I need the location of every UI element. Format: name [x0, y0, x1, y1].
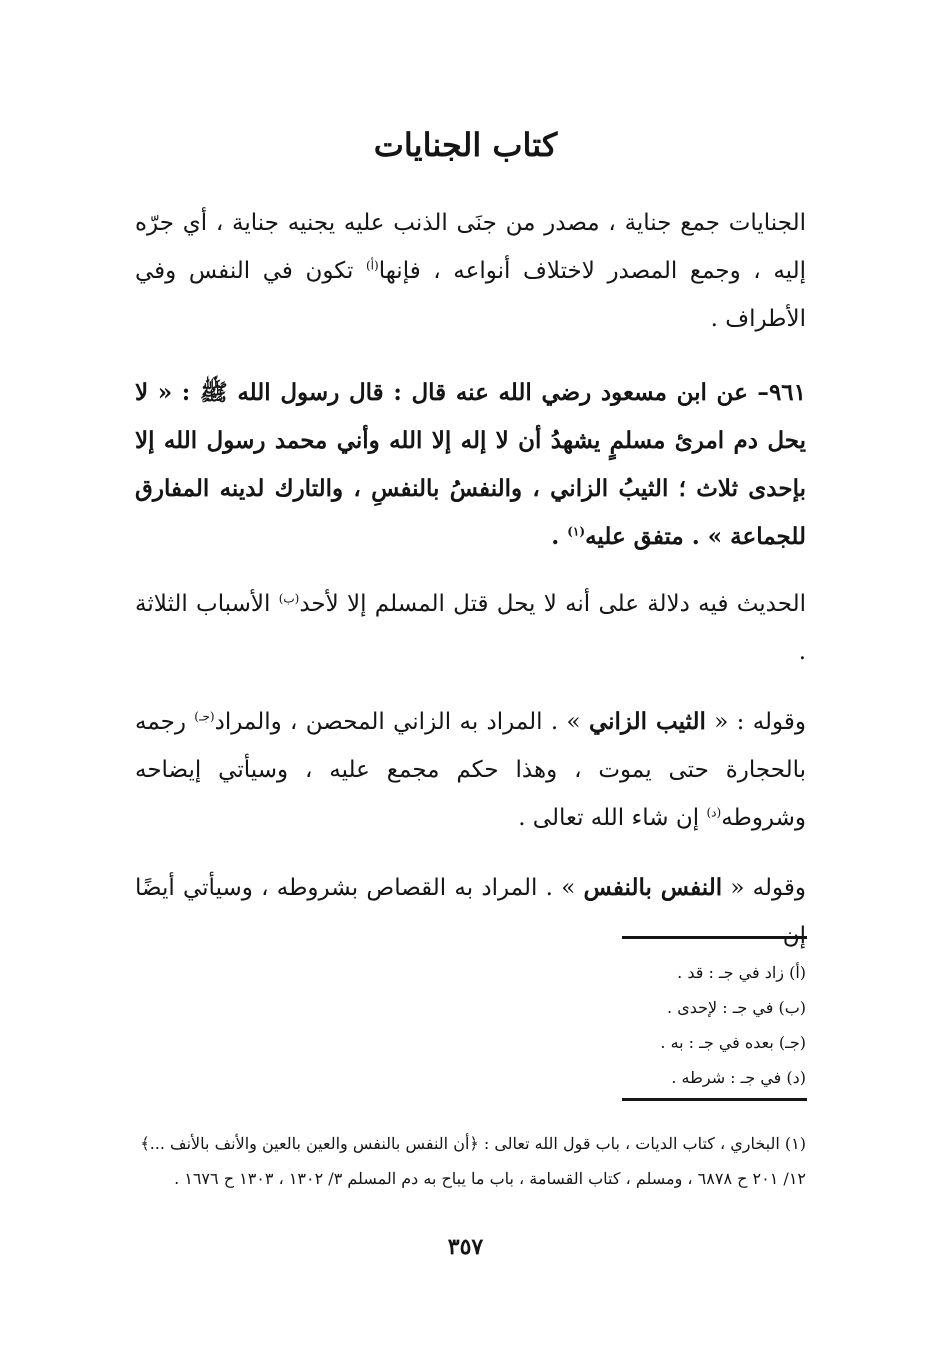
note-mark-d: (د) — [706, 805, 722, 820]
note-mark-a: (أ) — [365, 258, 379, 273]
hadith-text: ٩٦١– عن ابن مسعود رضي الله عنه قال : قال رسول الله ﷺ : « لا يحل دم امرئ مسلمٍ يشهدُ أن لا إله إلا الله وأني محمد رسول الله إلا بإحدى ثلاث ؛ الثيبُ الزاني ، والنفسُ بالنفسِ ، والتارك لدينه المفارق للجماعة » . متفق عليه — [135, 379, 806, 550]
para4-quoted: النفس بالنفس — [583, 874, 723, 901]
variant-notes-top-rule — [622, 936, 807, 939]
note-mark-b: (ب) — [278, 591, 300, 606]
explanation-paragraph — [135, 580, 806, 676]
para3-text-2: رجمه بالحجارة حتى يموت ، وهذا حكم مجمع عليه ، وسيأتي إيضاحه وشروطه — [135, 709, 806, 831]
intro-text-2: تكون في النفس وفي الأطراف . — [135, 258, 806, 332]
para3-text-1: » . المراد به الزاني المحصن ، والمراد — [214, 709, 589, 735]
para2-text-2: الأسباب الثلاثة . — [135, 591, 806, 665]
hadith-end: . — [551, 523, 568, 550]
variant-note: (أ) زاد في جـ : قد . — [677, 963, 806, 982]
para4-lead: وقوله « — [722, 875, 806, 901]
variant-note: (جـ) بعده في جـ : به . — [660, 1033, 806, 1052]
para2-text-1: الحديث فيه دلالة على أنه لا يحل قتل المسلم إلا لأحد — [299, 591, 806, 617]
footnote-mark-1: (١) — [567, 524, 586, 539]
para3-lead: وقوله : « — [705, 709, 807, 735]
intro-paragraph — [135, 199, 806, 343]
hadith-paragraph — [135, 369, 806, 561]
footnote-1: (١) البخاري ، كتاب الديات ، باب قول الله تعالى : ﴿أن النفس بالنفس والعين بالعين والأنف بالأنف ...﴾ ١٢/ ٢٠١ ح ٦٨٧٨ ، ومسلم ، كتاب القسامة ، باب ما يباح به دم المسلم ٣/ ١٣٠٢ ، ١٣٠٣ ح ١٦٧٦ . — [140, 1134, 806, 1188]
para4-text: » . المراد به القصاص بشروطه ، وسيأتي أيضًا — [135, 875, 576, 901]
para3-quoted: الثيب الزاني — [588, 708, 706, 735]
variant-note: (د) في جـ : شرطه . — [671, 1068, 806, 1087]
intro-text-1: الجنايات جمع جناية ، مصدر من جنَى الذنب عليه يجنيه جناية ، أي جرّه إليه ، وجمع المصدر لاختلاف أنواعه ، فإنها — [135, 210, 806, 284]
page-number: ٣٥٧ — [447, 1234, 484, 1260]
variant-notes-list — [660, 955, 806, 1095]
nafs-paragraph — [135, 864, 806, 960]
para3-text-3: إن شاء الله تعالى . — [518, 805, 707, 831]
variant-notes-bottom-rule — [622, 1098, 807, 1101]
note-mark-j: (جـ) — [194, 709, 215, 724]
variant-note: (ب) في جـ : لإحدى . — [667, 998, 806, 1017]
chapter-title: كتاب الجنايات — [373, 126, 558, 164]
thayyib-paragraph — [135, 698, 806, 842]
